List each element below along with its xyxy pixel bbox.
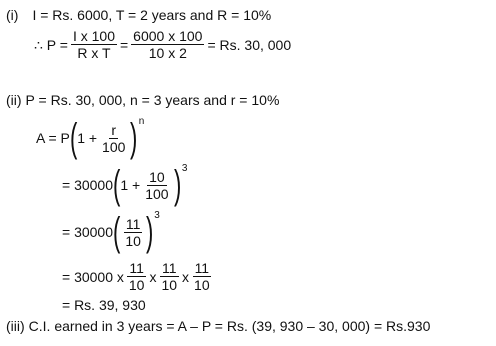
step-1-exponent: 3 xyxy=(181,163,188,174)
rate-fraction xyxy=(100,122,127,155)
value-numerator: 6000 x 100 xyxy=(133,28,203,44)
step-3-fraction-c xyxy=(192,260,212,293)
amount-result: = Rs. 39, 930 xyxy=(62,297,146,313)
part-i-line xyxy=(6,6,271,24)
amount-formula xyxy=(36,118,144,158)
formula-exponent: n xyxy=(138,116,145,127)
right-paren: ) xyxy=(130,116,138,160)
fraction-numerator: 11 xyxy=(161,260,177,276)
equals-sign: = xyxy=(119,36,129,53)
step-1-numerator: 10 xyxy=(149,168,165,185)
fraction-denominator: 10 xyxy=(161,277,178,293)
formula-one-plus: 1 + xyxy=(77,130,98,146)
formula-numerator: I x 100 xyxy=(72,28,115,44)
fraction-denominator: 10 xyxy=(128,277,145,293)
step-2-fraction xyxy=(123,216,143,249)
part-i-given: I = Rs. 6000, T = 2 years and R = 10% xyxy=(32,7,272,23)
step-4 xyxy=(62,296,146,314)
left-paren: ( xyxy=(112,163,121,207)
part-iii-line xyxy=(6,317,430,335)
step-1-denominator: 100 xyxy=(145,185,169,202)
left-paren: ( xyxy=(69,116,78,160)
right-paren: ) xyxy=(173,163,181,207)
step-1-fraction xyxy=(143,169,170,202)
step-3-fraction-a xyxy=(127,260,147,293)
formula-fraction xyxy=(71,28,117,61)
step-2-numerator: 11 xyxy=(125,215,141,232)
part-iii-label: (iii) xyxy=(6,318,25,334)
times-sign: x xyxy=(182,268,190,285)
left-paren: ( xyxy=(112,210,121,254)
step-2-exponent: 3 xyxy=(154,210,160,221)
rate-denominator: 100 xyxy=(102,138,126,155)
principal-result: = Rs. 30, 000 xyxy=(207,36,292,53)
step-2-lhs: = 30000 xyxy=(62,224,113,240)
value-fraction xyxy=(131,28,204,61)
therefore-text: ∴ P = xyxy=(34,36,68,53)
formula-denominator: R x T xyxy=(77,45,111,61)
step-3-fraction-b xyxy=(159,260,179,293)
value-denominator: 10 x 2 xyxy=(148,45,187,61)
rate-numerator: r xyxy=(111,121,117,138)
formula-lhs: A = P xyxy=(36,130,70,146)
part-ii-line xyxy=(6,91,279,109)
right-paren: ) xyxy=(145,210,154,254)
fraction-numerator: 11 xyxy=(194,260,210,276)
step-1 xyxy=(62,165,187,205)
part-ii-given: P = Rs. 30, 000, n = 3 years and r = 10% xyxy=(25,92,280,108)
part-ii-label: (ii) xyxy=(6,92,22,108)
part-i-principal-equation xyxy=(34,28,291,61)
step-1-one-plus: 1 + xyxy=(120,177,141,193)
part-iii-text: C.I. earned in 3 years = A – P = Rs. (39, 930 – 30, 000) = Rs.930 xyxy=(28,318,431,334)
fraction-denominator: 10 xyxy=(194,277,210,293)
step-2-denominator: 10 xyxy=(125,232,141,249)
step-1-lhs: = 30000 xyxy=(62,177,113,193)
times-sign: x xyxy=(149,268,157,285)
step-3 xyxy=(62,260,215,293)
step-3-lhs: = 30000 x xyxy=(62,268,124,285)
step-2 xyxy=(62,212,160,252)
part-i-label: (i) xyxy=(6,7,19,23)
fraction-numerator: 11 xyxy=(129,260,144,276)
